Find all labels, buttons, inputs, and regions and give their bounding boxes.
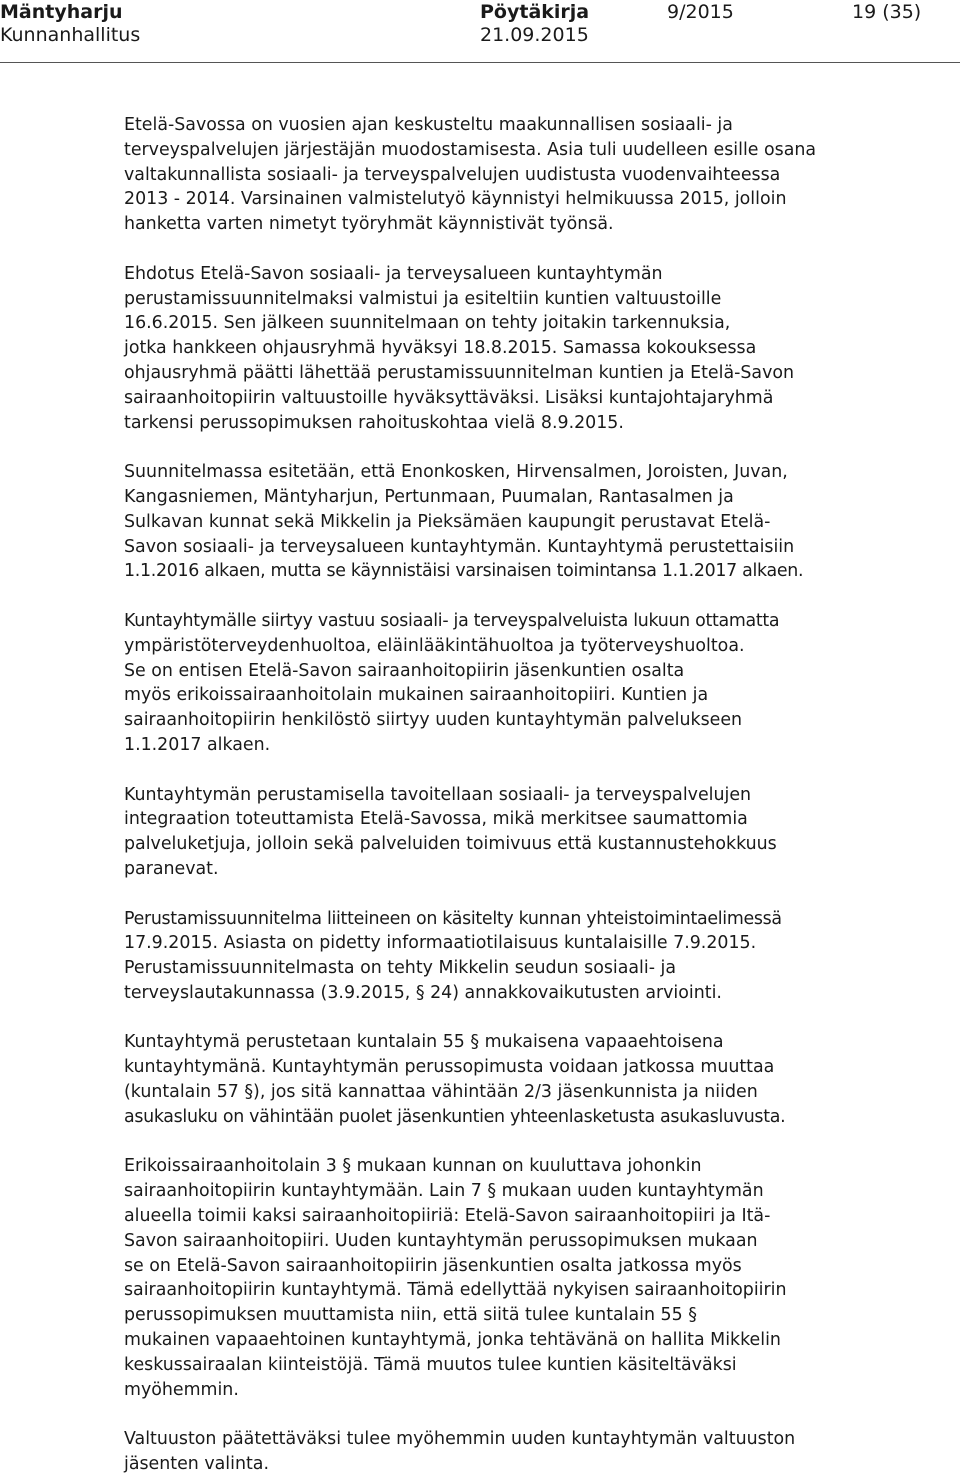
text-line: myöhemmin. (124, 1379, 239, 1400)
meeting-number: 9/2015 (667, 1, 734, 23)
text-line: sairaanhoitopiirin kuntayhtymä. Tämä edellyttää nykyisen sairaanhoitopiirin (124, 1280, 787, 1301)
text-line: sairaanhoitopiirin kuntayhtymään. Lain 7 § mukaan uuden kuntayhtymän (124, 1181, 764, 1202)
text-line: Kuntayhtymä perustetaan kuntalain 55 § mukaisena vapaaehtoisena (124, 1032, 724, 1053)
meeting-date: 21.09.2015 (480, 24, 589, 46)
document-type: Pöytäkirja (480, 1, 590, 23)
text-line: tarkensi perussopimuksen rahoituskohtaa vielä 8.9.2015. (124, 412, 624, 433)
text-line: kuntayhtymänä. Kuntayhtymän perussopimusta voidaan jatkossa muuttaa (124, 1057, 775, 1078)
text-line: paranevat. (124, 858, 219, 879)
text-line: sairaanhoitopiirin valtuustoille hyväksyttäväksi. Lisäksi kuntajohtajaryhmä (124, 387, 774, 408)
text-line: ohjausryhmä päätti lähettää perustamissuunnitelman kuntien ja Etelä-Savon (124, 362, 795, 383)
text-line: Perustamissuunnitelma liitteineen on käsitelty kunnan yhteistoimintaelimessä (124, 908, 782, 929)
text-line: 1.1.2017 alkaen. (124, 734, 271, 755)
page-header (0, 0, 960, 62)
text-line: palveluketjuja, jolloin sekä palveluiden toimivuus että kustannustehokkuus (124, 834, 777, 855)
text-line: Erikoissairaanhoitolain 3 § mukaan kunnan on kuuluttava johonkin (124, 1156, 702, 1177)
text-line: ympäristöterveydenhuoltoa, eläinlääkintähuoltoa ja työterveyshuoltoa. (124, 635, 745, 656)
text-line: Savon sairaanhoitopiiri. Uuden kuntayhtymän perussopimuksen mukaan (124, 1230, 758, 1251)
text-line: Perustamissuunnitelmasta on tehty Mikkelin seudun sosiaali- ja (124, 958, 676, 979)
municipality-name: Mäntyharju (0, 1, 123, 23)
text-line: 16.6.2015. Sen jälkeen suunnitelmaan on tehty joitakin tarkennuksia, (124, 313, 731, 334)
text-line: sairaanhoitopiirin henkilöstö siirtyy uuden kuntayhtymän palvelukseen (124, 710, 743, 731)
text-line: perussopimuksen muuttamista niin, että siitä tulee kuntalain 55 § (124, 1305, 697, 1326)
text-line: Sulkavan kunnat sekä Mikkelin ja Pieksämäen kaupungit perustavat Etelä- (124, 511, 771, 532)
text-line: 2013 - 2014. Varsinainen valmistelutyö käynnistyi helmikuussa 2015, jolloin (124, 189, 787, 210)
text-line: jäsenten valinta. (124, 1454, 269, 1475)
text-line: Savon sosiaali- ja terveysalueen kuntayhtymän. Kuntayhtymä perustettaisiin (124, 536, 795, 557)
text-line: perustamissuunnitelmaksi valmistui ja esiteltiin kuntien valtuustoille (124, 288, 722, 309)
text-line: valtakunnallista sosiaali- ja terveyspalvelujen uudistusta vuodenvaihteessa (124, 164, 781, 185)
text-line: mukainen vapaaehtoinen kuntayhtymä, jonka tehtävänä on hallita Mikkelin (124, 1330, 781, 1351)
paragraph (124, 1030, 904, 1129)
document-body (124, 113, 904, 1477)
text-line: Valtuuston päätettäväksi tulee myöhemmin uuden kuntayhtymän valtuuston (124, 1429, 796, 1450)
paragraph (124, 460, 904, 584)
paragraph (124, 783, 904, 882)
text-line: (kuntalain 57 §), jos sitä kannattaa vähintään 2/3 jäsenkunnista ja niiden (124, 1082, 758, 1103)
page-number: 19 (35) (852, 1, 922, 23)
governing-body: Kunnanhallitus (0, 24, 141, 46)
paragraph (124, 262, 904, 436)
text-line: Se on entisen Etelä-Savon sairaanhoitopiirin jäsenkuntien osalta (124, 660, 685, 681)
text-line: Kuntayhtymälle siirtyy vastuu sosiaali- ja terveyspalveluista lukuun ottamatta (124, 610, 780, 631)
header-divider (0, 62, 960, 63)
text-line: integraation toteuttamista Etelä-Savossa, mikä merkitsee saumattomia (124, 809, 748, 830)
text-line: terveyslautakunnassa (3.9.2015, § 24) annakkovaikutusten arviointi. (124, 982, 722, 1003)
text-line: terveyspalvelujen järjestäjän muodostamisesta. Asia tuli uudelleen esille osana (124, 139, 817, 160)
text-line: asukasluku on vähintään puolet jäsenkuntien yhteenlasketusta asukasluvusta. (124, 1106, 786, 1127)
text-line: Kuntayhtymän perustamisella tavoitellaan sosiaali- ja terveyspalvelujen (124, 784, 752, 805)
text-line: alueella toimii kaksi sairaanhoitopiiriä: Etelä-Savon sairaanhoitopiiri ja Itä- (124, 1206, 771, 1227)
text-line: Etelä-Savossa on vuosien ajan keskusteltu maakunnallisen sosiaali- ja (124, 115, 733, 135)
text-line: Ehdotus Etelä-Savon sosiaali- ja terveysalueen kuntayhtymän (124, 263, 663, 284)
paragraph (124, 1427, 904, 1477)
text-line: jotka hankkeen ohjausryhmä hyväksyi 18.8.2015. Samassa kokouksessa (124, 338, 757, 359)
paragraph (124, 1154, 904, 1402)
paragraph (124, 907, 904, 1006)
text-line: myös erikoissairaanhoitolain mukainen sairaanhoitopiiri. Kuntien ja (124, 685, 709, 706)
text-line: se on Etelä-Savon sairaanhoitopiirin jäsenkuntien osalta jatkossa myös (124, 1255, 742, 1276)
text-line: hanketta varten nimetyt työryhmät käynnistivät työnsä. (124, 214, 614, 235)
text-line: Kangasniemen, Mäntyharjun, Pertunmaan, Puumalan, Rantasalmen ja (124, 486, 734, 507)
text-line: keskussairaalan kiinteistöjä. Tämä muutos tulee kuntien käsiteltäväksi (124, 1354, 737, 1375)
paragraph (124, 113, 904, 237)
text-line: Suunnitelmassa esitetään, että Enonkosken, Hirvensalmen, Joroisten, Juvan, (124, 462, 788, 483)
paragraph (124, 609, 904, 758)
text-line: 17.9.2015. Asiasta on pidetty informaatiotilaisuus kuntalaisille 7.9.2015. (124, 933, 757, 954)
text-line: 1.1.2016 alkaen, mutta se käynnistäisi varsinaisen toimintansa 1.1.2017 alkaen. (124, 561, 804, 582)
